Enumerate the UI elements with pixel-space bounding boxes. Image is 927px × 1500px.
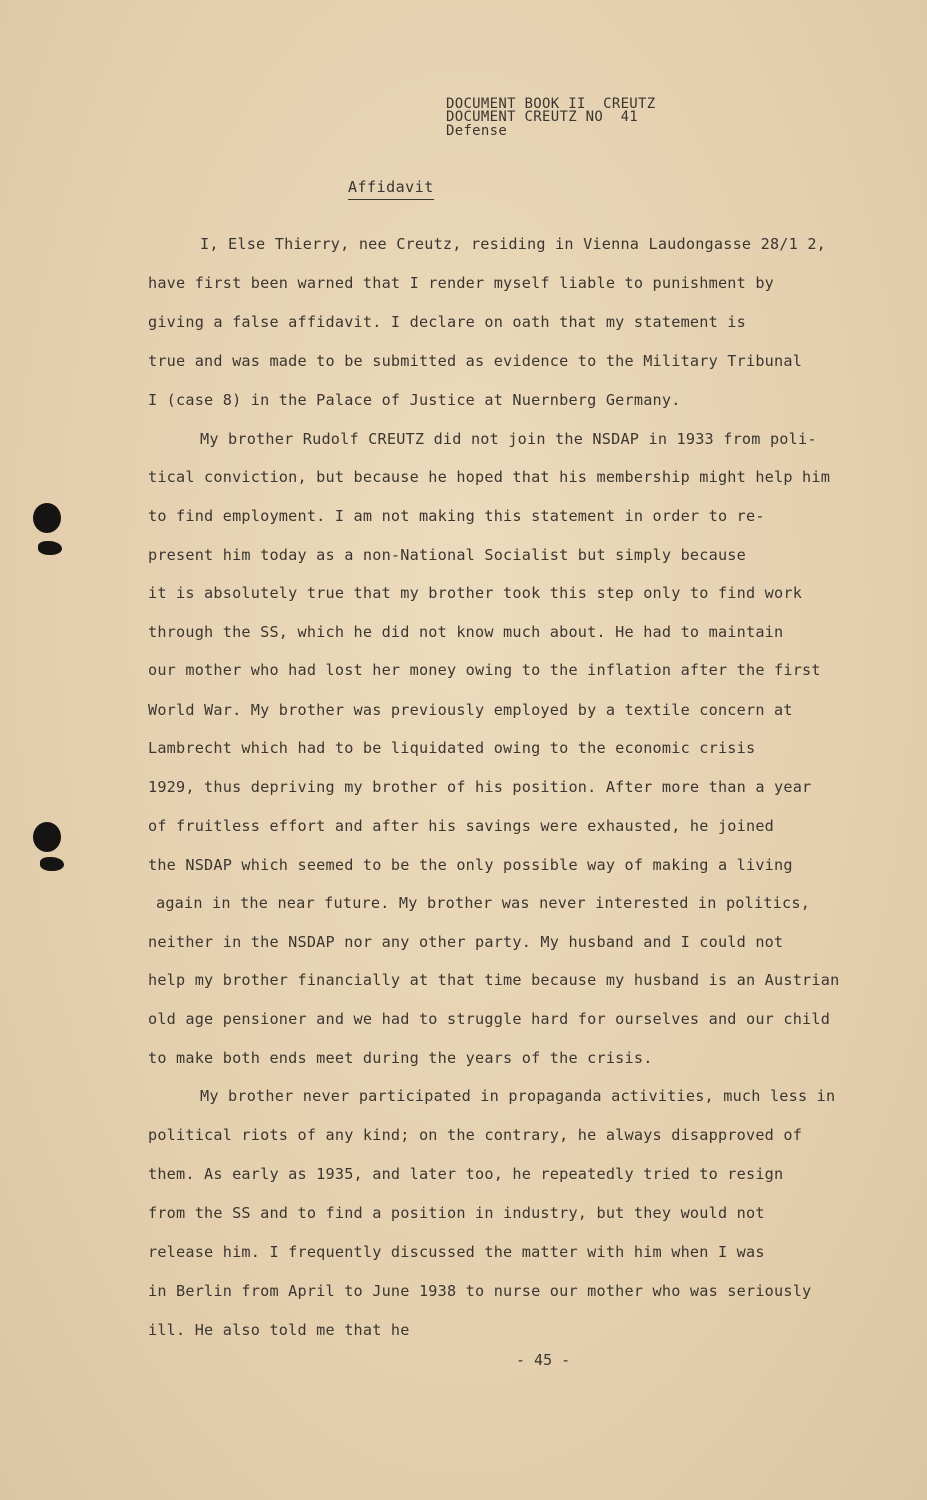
page-number: - 45 - — [516, 1351, 571, 1369]
body-line: tical conviction, but because he hoped that his membership might help him — [148, 468, 831, 486]
body-line: through the SS, which he did not know much about. He had to maintain — [148, 623, 784, 641]
document-number-header: DOCUMENT CREUTZ NO 41 — [446, 109, 639, 125]
body-line: I, Else Thierry, nee Creutz, residing in Vienna Laudongasse 28/1 2, — [200, 235, 827, 253]
punch-hole-lower-tear — [40, 857, 64, 871]
body-line: from the SS and to find a position in industry, but they would not — [148, 1204, 765, 1222]
body-line: help my brother financially at that time because my husband is an Austrian — [148, 971, 840, 989]
body-line: present him today as a non-National Socialist but simply because — [148, 546, 746, 564]
document-book-header: DOCUMENT BOOK II CREUTZ — [446, 96, 656, 112]
body-line: to make both ends meet during the years of the crisis. — [148, 1049, 653, 1067]
defense-label: Defense — [446, 123, 508, 139]
body-line: our mother who had lost her money owing to the inflation after the first — [148, 661, 821, 679]
body-line: in Berlin from April to June 1938 to nurse our mother who was seriously — [148, 1282, 812, 1300]
punch-hole-upper — [33, 503, 61, 533]
body-line: My brother never participated in propaganda activities, much less in — [200, 1087, 836, 1105]
body-line: Lambrecht which had to be liquidated owing to the economic crisis — [148, 739, 756, 757]
punch-hole-lower — [33, 822, 61, 852]
body-line: World War. My brother was previously employed by a textile concern at — [148, 701, 793, 719]
body-line: to find employment. I am not making this statement in order to re- — [148, 507, 765, 525]
body-line: I (case 8) in the Palace of Justice at Nuernberg Germany. — [148, 391, 681, 409]
body-line: again in the near future. My brother was never interested in politics, — [156, 894, 811, 912]
body-line: ill. He also told me that he — [148, 1321, 410, 1339]
affidavit-title: Affidavit — [348, 178, 434, 200]
body-line: political riots of any kind; on the contrary, he always disapproved of — [148, 1126, 803, 1144]
body-line: have first been warned that I render myself liable to punishment by — [148, 274, 775, 292]
body-line: My brother Rudolf CREUTZ did not join the NSDAP in 1933 from poli- — [200, 430, 817, 448]
punch-hole-upper-tear — [38, 541, 62, 555]
body-line: true and was made to be submitted as evidence to the Military Tribunal — [148, 352, 803, 370]
body-line: of fruitless effort and after his savings were exhausted, he joined — [148, 817, 775, 835]
body-line: giving a false affidavit. I declare on oath that my statement is — [148, 313, 746, 331]
body-line: 1929, thus depriving my brother of his position. After more than a year — [148, 778, 812, 796]
body-line: release him. I frequently discussed the matter with him when I was — [148, 1243, 765, 1261]
body-line: neither in the NSDAP nor any other party. My husband and I could not — [148, 933, 784, 951]
body-line: it is absolutely true that my brother took this step only to find work — [148, 584, 803, 602]
body-line: the NSDAP which seemed to be the only possible way of making a living — [148, 856, 793, 874]
body-line: old age pensioner and we had to struggle hard for ourselves and our child — [148, 1010, 831, 1028]
body-line: them. As early as 1935, and later too, he repeatedly tried to resign — [148, 1165, 784, 1183]
